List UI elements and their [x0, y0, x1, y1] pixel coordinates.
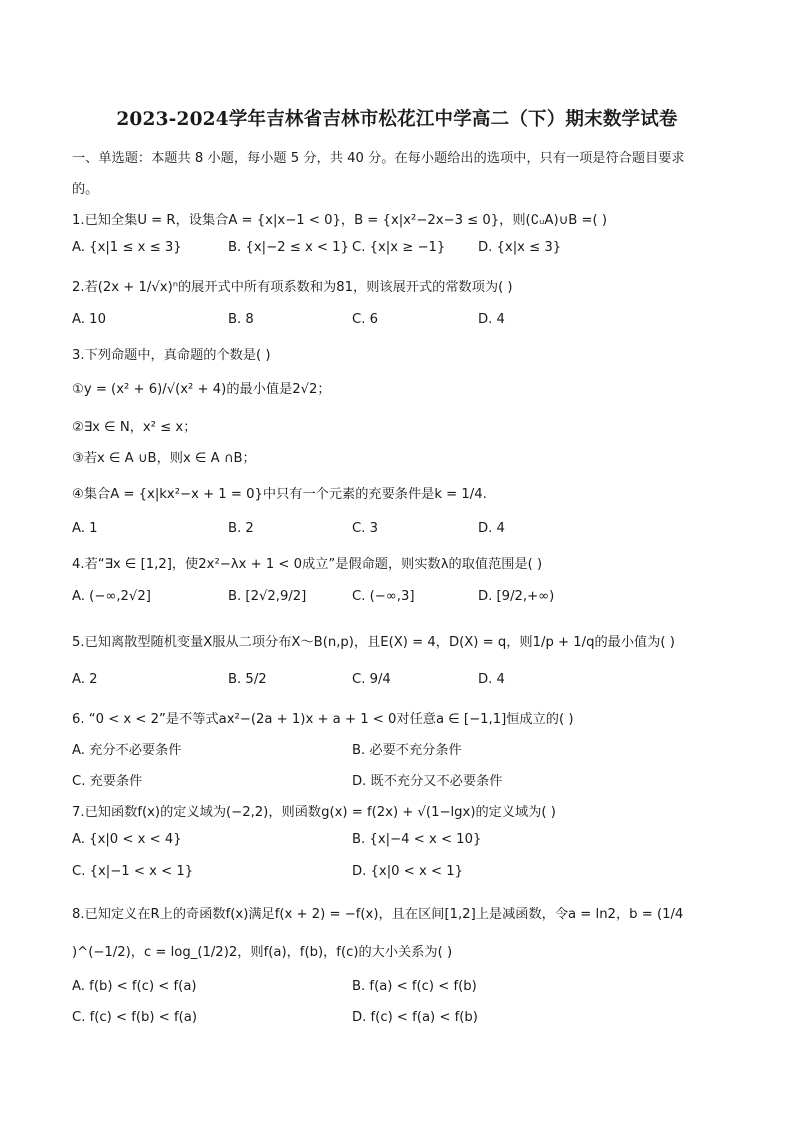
question-6-stem: 6. “0 < x < 2”是不等式ax²−(2a + 1)x + a + 1 < 0对任意a ∈ [−1,1]恒成立的( )	[72, 712, 574, 727]
question-2-stem: 2.若(2x + 1/√x)ⁿ的展开式中所有项系数和为81，则该展开式的常数项为( )	[72, 280, 513, 295]
page-title: 2023-2024学年吉林省吉林市松花江中学高二（下）期末数学试卷	[116, 109, 678, 130]
q3-option-d: D. 4	[478, 521, 505, 536]
question-5-stem: 5.已知离散型随机变量X服从二项分布X～B(n,p)，且E(X) = 4，D(X) = q，则1/p + 1/q的最小值为( )	[72, 635, 675, 650]
q1-option-c: C. {x|x ≥ −1}	[352, 240, 446, 255]
question-7-stem: 7.已知函数f(x)的定义域为(−2,2)，则函数g(x) = f(2x) + √(1−lgx)的定义域为( )	[72, 805, 556, 820]
q7-option-b: B. {x|−4 < x < 10}	[352, 832, 482, 847]
q3-item-1: ①y = (x² + 6)/√(x² + 4)的最小值是2√2；	[72, 382, 331, 397]
q2-option-c: C. 6	[352, 312, 378, 327]
q6-option-d: D. 既不充分又不必要条件	[352, 774, 503, 789]
q5-option-d: D. 4	[478, 672, 505, 687]
question-4-stem: 4.若“∃x ∈ [1,2]，使2x²−λx + 1 < 0成立”是假命题，则实数λ的取值范围是( )	[72, 557, 543, 572]
q6-option-c: C. 充要条件	[72, 774, 143, 789]
q2-option-b: B. 8	[228, 312, 254, 327]
question-8-stem-cont: )^(−1/2)，c = log_(1/2)2，则f(a)，f(b)，f(c)的大小关系为( )	[72, 945, 453, 960]
q6-option-b: B. 必要不充分条件	[352, 743, 462, 758]
q4-option-d: D. [9/2,+∞)	[478, 589, 555, 604]
q3-option-a: A. 1	[72, 521, 98, 536]
q5-option-c: C. 9/4	[352, 672, 391, 687]
q3-option-b: B. 2	[228, 521, 254, 536]
section-heading-cont: 的。	[72, 182, 99, 197]
q2-option-a: A. 10	[72, 312, 106, 327]
q1-option-d: D. {x|x ≤ 3}	[478, 240, 562, 255]
q5-option-b: B. 5/2	[228, 672, 267, 687]
q8-option-d: D. f(c) < f(a) < f(b)	[352, 1010, 478, 1025]
q8-option-b: B. f(a) < f(c) < f(b)	[352, 979, 477, 994]
q7-option-c: C. {x|−1 < x < 1}	[72, 864, 194, 879]
q8-option-a: A. f(b) < f(c) < f(a)	[72, 979, 197, 994]
q7-option-d: D. {x|0 < x < 1}	[352, 864, 464, 879]
q4-option-a: A. (−∞,2√2]	[72, 589, 151, 604]
question-1-stem: 1.已知全集U = R，设集合A = {x|x−1 < 0}，B = {x|x²−2x−3 ≤ 0}，则(∁ᵤA)∪B =( )	[72, 213, 608, 228]
question-8-stem: 8.已知定义在R上的奇函数f(x)满足f(x + 2) = −f(x)，且在区间[1,2]上是减函数，令a = ln2，b = (1/4	[72, 907, 684, 922]
q3-item-4: ④集合A = {x|kx²−x + 1 = 0}中只有一个元素的充要条件是k = 1/4.	[72, 487, 487, 502]
q2-option-d: D. 4	[478, 312, 505, 327]
q8-option-c: C. f(c) < f(b) < f(a)	[72, 1010, 197, 1025]
q6-option-a: A. 充分不必要条件	[72, 743, 182, 758]
q4-option-b: B. [2√2,9/2]	[228, 589, 307, 604]
q1-option-b: B. {x|−2 ≤ x < 1}	[228, 240, 349, 255]
question-3-stem: 3.下列命题中，真命题的个数是( )	[72, 348, 271, 363]
q1-option-a: A. {x|1 ≤ x ≤ 3}	[72, 240, 182, 255]
q4-option-c: C. (−∞,3]	[352, 589, 415, 604]
q3-option-c: C. 3	[352, 521, 378, 536]
q3-item-2: ②∃x ∈ N，x² ≤ x；	[72, 420, 197, 435]
section-heading: 一、单选题：本题共 8 小题，每小题 5 分，共 40 分。在每小题给出的选项中，只有一项是符合题目要求	[72, 151, 685, 166]
q7-option-a: A. {x|0 < x < 4}	[72, 832, 182, 847]
q3-item-3: ③若x ∈ A ∪B，则x ∈ A ∩B；	[72, 451, 256, 466]
q5-option-a: A. 2	[72, 672, 98, 687]
